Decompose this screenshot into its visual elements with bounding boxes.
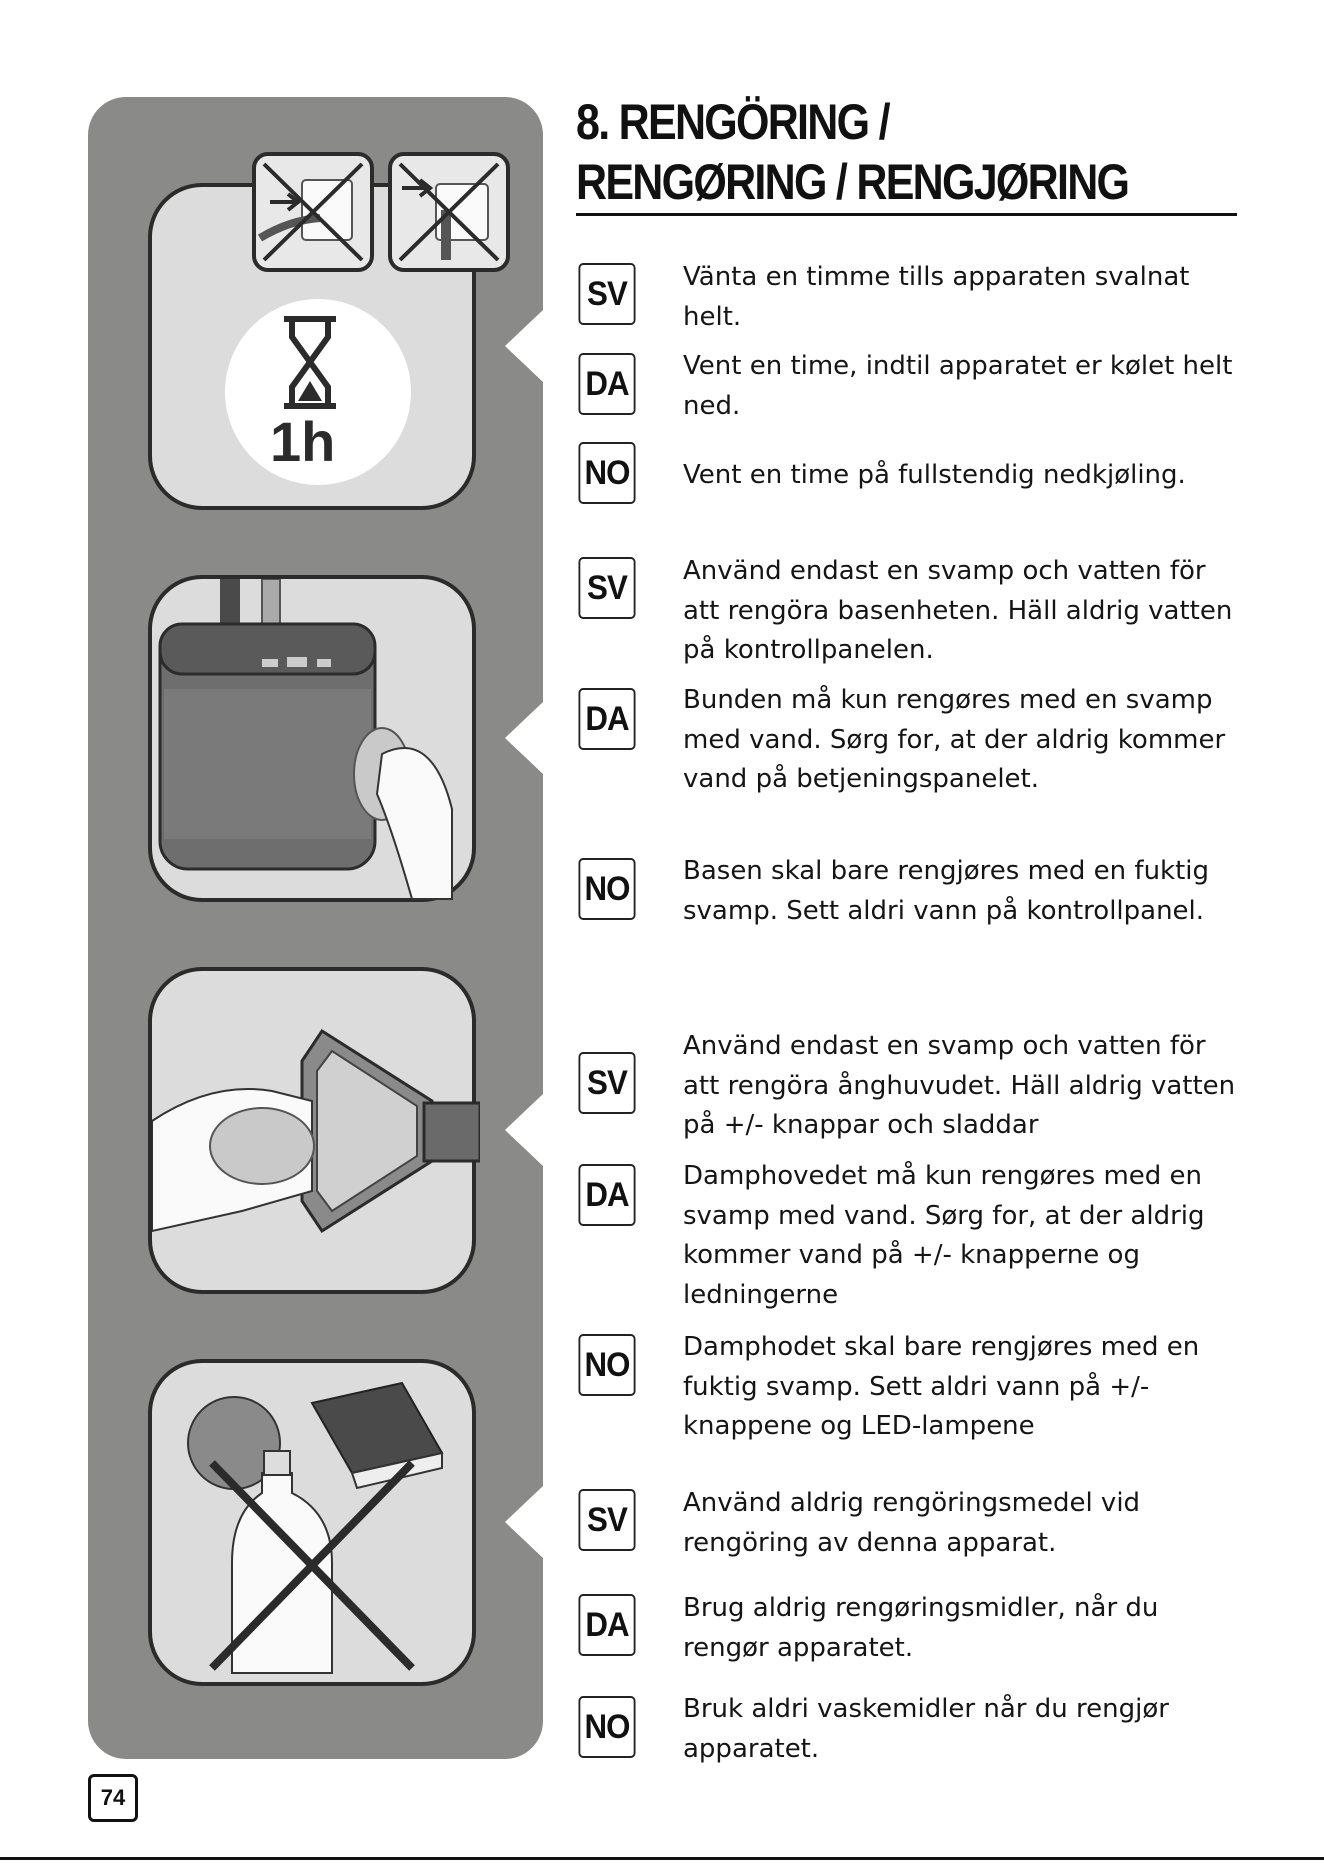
no-unplug-icons — [250, 150, 510, 275]
instruction-text: Basen skal bare rengjøres med en fuktig svamp. Sett aldri vann på kontrollpanel. — [683, 856, 1210, 926]
instruction-text: Använd endast en svamp och vatten för att rengöra ånghuvudet. Häll aldrig vatten på +/- knappar och sladdar — [683, 1031, 1236, 1140]
lang-badge: DA — [578, 1164, 635, 1226]
no-detergents-illustration — [148, 1359, 476, 1686]
pointer-notch — [505, 1094, 543, 1166]
lang-badge: DA — [578, 688, 635, 750]
crossed-outlet-icon — [390, 154, 508, 270]
instruction-text: Bruk aldri vaskemidler når du rengjør apparatet. — [683, 1694, 1169, 1764]
lang-badge: NO — [578, 1696, 635, 1758]
crossed-plug-icon — [254, 154, 372, 270]
lang-badge: NO — [578, 1334, 635, 1396]
instruction-text: Brug aldrig rengøringsmidler, når du rengør apparatet. — [683, 1593, 1159, 1663]
instruction-text: Vänta en timme tills apparaten svalnat helt. — [683, 262, 1190, 332]
instruction-text: Vent en time på fullstendig nedkjøling. — [683, 460, 1186, 490]
instruction-text: Använd aldrig rengöringsmedel vid rengöring av denna apparat. — [683, 1488, 1141, 1558]
lang-badge: DA — [578, 353, 635, 415]
steam-head-cleaning-illustration — [148, 967, 476, 1294]
lang-badge: DA — [578, 1594, 635, 1656]
lang-badge: SV — [578, 1052, 635, 1114]
instruction-text: Bunden må kun rengøres med en svamp med vand. Sørg for, at der aldrig kommer vand på betjeningspanelet. — [683, 685, 1226, 794]
lang-badge: SV — [578, 557, 635, 619]
lang-badge: NO — [578, 442, 635, 504]
instruction-text: Vent en time, indtil apparatet er kølet helt ned. — [683, 351, 1233, 421]
pointer-notch — [505, 702, 543, 774]
pointer-notch — [505, 1486, 543, 1558]
lang-badge: NO — [578, 858, 635, 920]
bottom-rule — [0, 1857, 1324, 1860]
instruction-text: Använd endast en svamp och vatten för att rengöra basenheten. Häll aldrig vatten på kontrollpanelen. — [683, 556, 1233, 665]
timer-label: 1h — [270, 410, 336, 473]
instruction-text: Damphovedet må kun rengøres med en svamp med vand. Sørg for, at der aldrig kommer vand på +/- knapperne og ledningerne — [683, 1161, 1205, 1310]
section-title: 8. RENGÖRING / RENGØRING / RENGJØRING — [576, 94, 1129, 210]
pointer-notch — [505, 310, 543, 382]
title-rule — [576, 213, 1237, 216]
lang-badge: SV — [578, 263, 635, 325]
base-cleaning-illustration — [148, 575, 476, 902]
page-number: 74 — [88, 1774, 138, 1822]
instruction-text: Damphodet skal bare rengjøres med en fuktig svamp. Sett aldri vann på +/- knappene og LED-lampene — [683, 1332, 1200, 1441]
lang-badge: SV — [578, 1489, 635, 1551]
